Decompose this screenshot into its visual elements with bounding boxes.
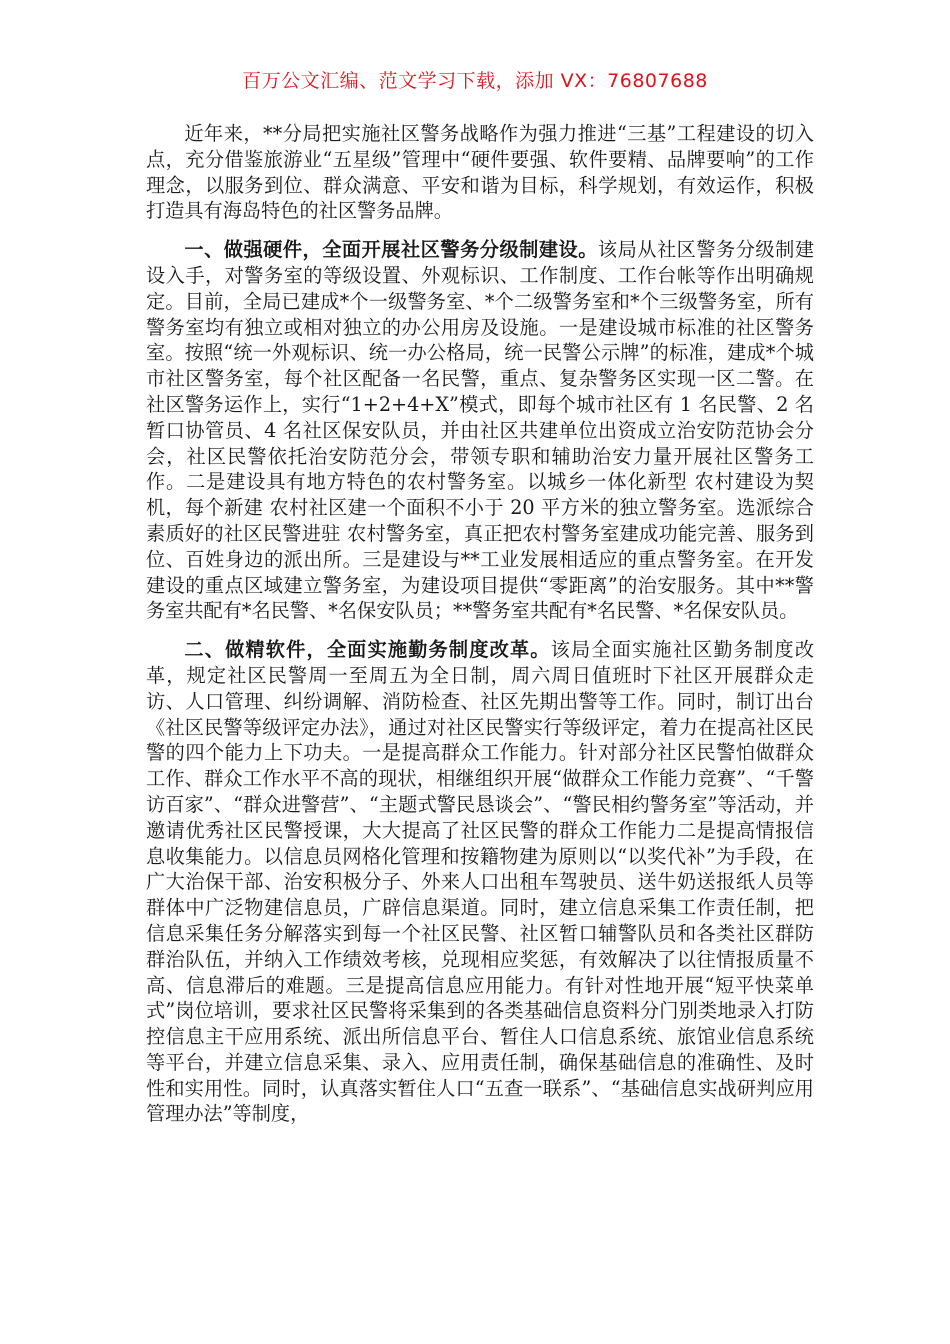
document-body <box>146 121 814 1140</box>
section-2-heading: 二、做精软件，全面实施勤务制度改革。 <box>184 638 551 662</box>
watermark-banner: 百万公文汇编、范文学习下载，添加 VX：76807688 <box>242 70 708 92</box>
section-1-body: 该局从社区警务分级制建设入手，对警务室的等级设置、外观标识、工作制度、工作台帐等作出明确规定。目前，全局已建成*个一级警务室、*个二级警务室和*个三级警务室，所有警务室均有独立或相对独立的办公用房及设施。一是建设城市标准的社区警务室。按照“统一外观标识、统一办公格局，统一民警公示牌”的标准，建成*个城市社区警务室，每个社区配备一名民警，重点、复杂警务区实现一区二警。在社区警务运作上，实行“1+2+4+X”模式，即每个城市社区有 1 名民警、2 名暂口协管员、4 名社区保安队员，并由社区共建单位出资成立治安防范协会分会，社区民警依托治安防范分会，带领专职和辅助治安力量开展社区警务工作。二是建设具有地方特色的农村警务室。以城乡一体化新型 农村建设为契机，每个新建 农村社区建一个面积不小于 20 平方米的独立警务室。选派综合素质好的社区民警进驻 农村警务室，真正把农村警务室建成功能完善、服务到位、百姓身边的派出所。三是建设与**工业发展相适应的重点警务室。在开发建设的重点区域建立警务室，为建设项目提供“零距离”的治安服务。其中**警务室共配有*名民警、*名保安队员；**警务室共配有*名民警、*名保安队员。 <box>146 238 815 623</box>
section-1-paragraph <box>146 237 814 624</box>
section-2-paragraph <box>146 637 814 1127</box>
section-1-heading: 一、做强硬件，全面开展社区警务分级制建设。 <box>184 238 598 262</box>
intro-paragraph: 近年来，**分局把实施社区警务战略作为强力推进“三基”工程建设的切入点，充分借鉴旅游业“五星级”管理中“硬件要强、软件要精、品牌要响”的工作理念，以服务到位、群众满意、平安和谐为目标，科学规划，有效运作，积极打造具有海岛特色的社区警务品牌。 <box>146 122 814 223</box>
section-2-body: 该局全面实施社区勤务制度改革，规定社区民警周一至周五为全日制，周六周日值班时下社区开展群众走访、人口管理、纠纷调解、消防检查、社区先期出警等工作。同时，制订出台《社区民警等级评定办法》，通过对社区民警实行等级评定，着力在提高社区民警的四个能力上下功夫。一是提高群众工作能力。针对部分社区民警怕做群众工作、群众工作水平不高的现状，相继组织开展“做群众工作能力竞赛”、“千警访百家”、“群众进警营”、“主题式警民恳谈会”、“警民相约警务室”等活动，并邀请优秀社区民警授课，大大提高了社区民警的群众工作能力二是提高情报信息收集能力。以信息员网格化管理和按籍物建为原则以“以奖代补”为手段，在广大治保干部、治安积极分子、外来人口出租车驾驶员、送牛奶送报纸人员等群体中广泛物建信息员，广辟信息渠道。同时，建立信息采集工作责任制，把信息采集任务分解落实到每一个社区民警、社区暂口辅警队员和各类社区群防群治队伍，并纳入工作绩效考核，兑现相应奖惩，有效解决了以往情报质量不高、信息滞后的难题。三是提高信息应用能力。有针对性地开展“短平快菜单式”岗位培训，要求社区民警将采集到的各类基础信息资料分门别类地录入打防控信息主干应用系统、派出所信息平台、暂住人口信息系统、旅馆业信息系统等平台，并建立信息采集、录入、应用责任制，确保基础信息的准确性、及时性和实用性。同时，认真落实暂住人口“五查一联系”、“基础信息实战研判应用管理办法”等制度， <box>146 638 815 1126</box>
